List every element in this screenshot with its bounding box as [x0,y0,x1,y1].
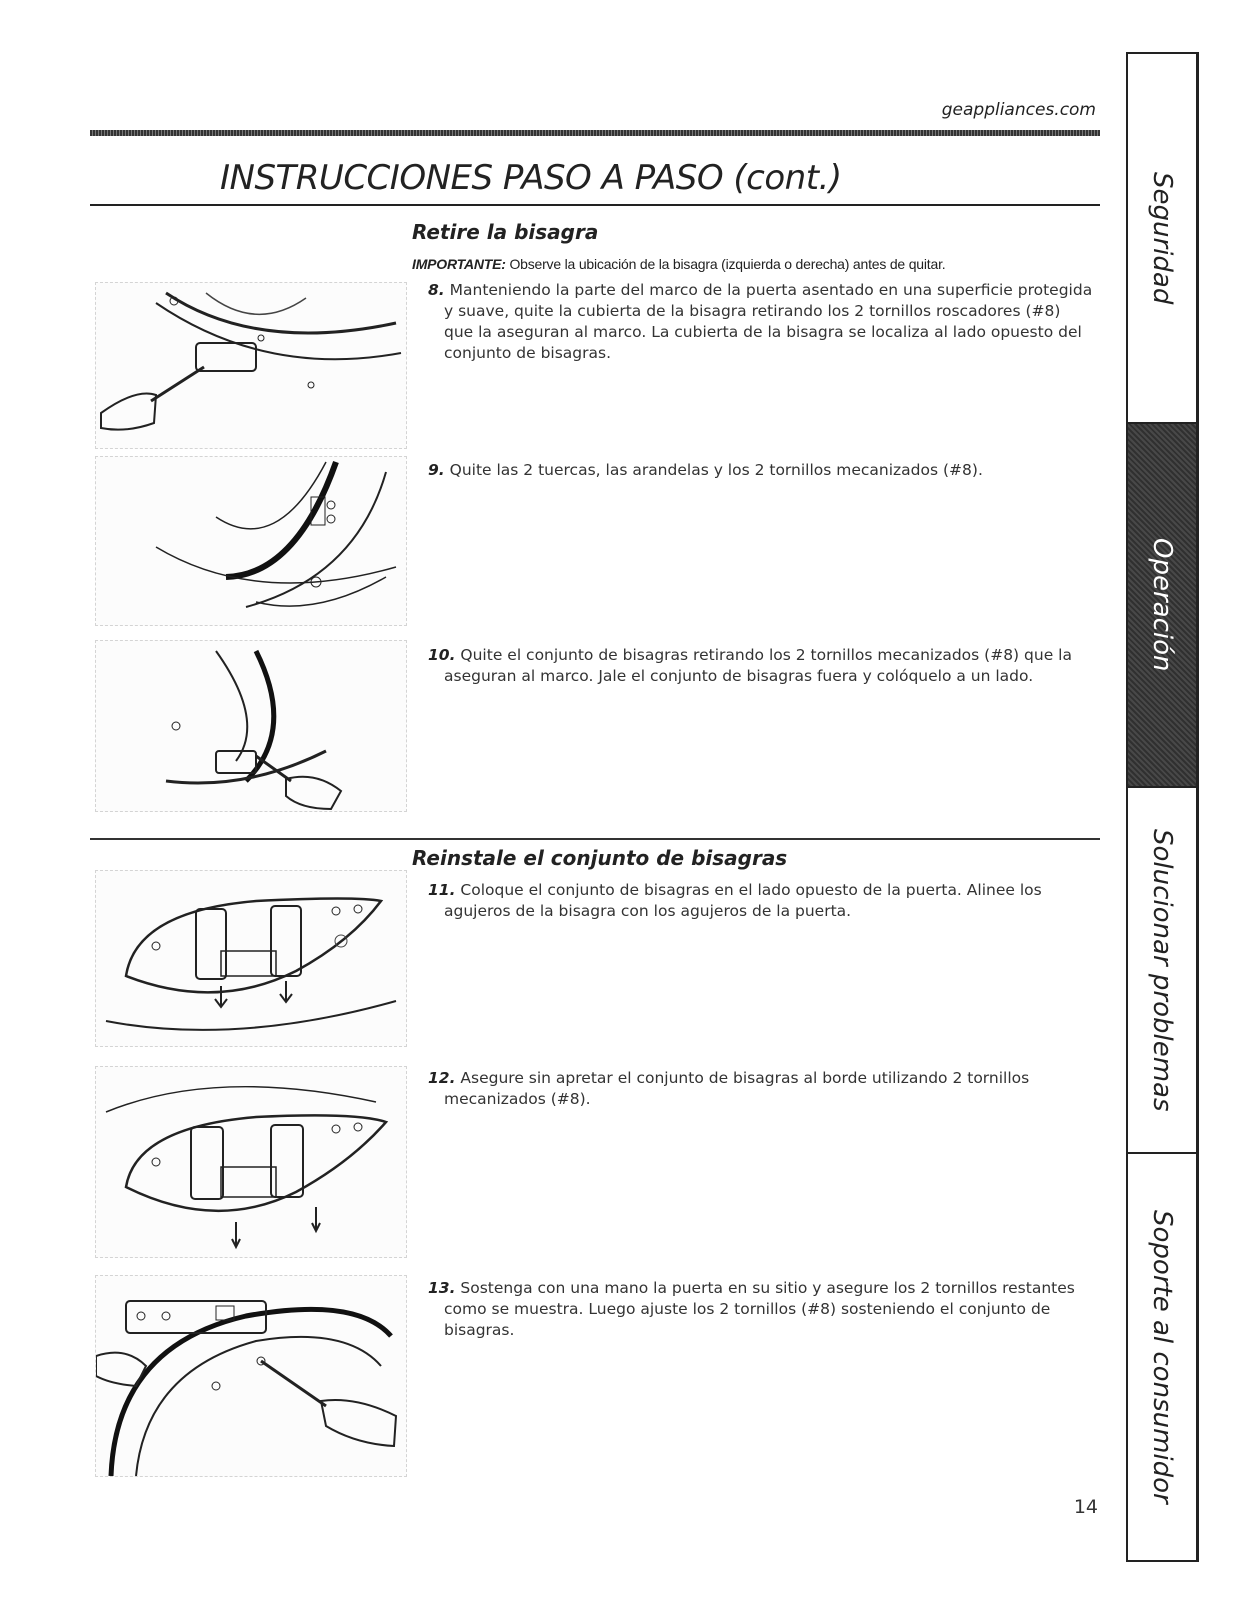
step-text: Sostenga con una mano la puerta en su sitio y asegure los 2 tornillos restantes como se muestra. Luego ajuste los 2 tornillos (#8) sosteniendo el conjunto de bisagras. [444,1279,1075,1339]
tighten-screws-illustration [96,1276,406,1476]
step-text: Asegure sin apretar el conjunto de bisagras al borde utilizando 2 tornillos mecanizados (#8). [444,1069,1030,1108]
step-number: 11. [428,881,456,899]
tab-label: Soporte al consumidor [1147,1210,1177,1504]
hinge-cover-illustration [96,283,406,448]
step-9 [428,460,1094,481]
section-title-reinstall-hinge: Reinstale el conjunto de bisagras [412,846,788,870]
header-rule [90,130,1100,136]
title-rule [90,204,1100,206]
page-number: 14 [1073,1496,1098,1518]
step-number: 10. [428,646,456,664]
step-text: Manteniendo la parte del marco de la puerta asentado en una superficie protegida y suave, quite la cubierta de la bisagra retirando los 2 tornillos roscadores (#8) que la aseguran al marco. La cubierta de la bisagra se localiza al lado opuesto del conjunto de bisagras. [444,281,1093,362]
figure-tighten-screws [95,1275,407,1477]
tab-label: Operación [1147,538,1177,672]
hinge-assembly-removal-illustration [96,641,406,811]
figure-remove-hinge-assembly [95,640,407,812]
hinge-positioning-illustration [96,871,406,1046]
step-number: 13. [428,1279,456,1297]
figure-remove-nuts [95,456,407,626]
figure-secure-hinge [95,1066,407,1258]
tab-solucionar-problemas[interactable] [1128,788,1196,1154]
step-12 [428,1068,1094,1110]
tab-soporte-al-consumidor[interactable] [1128,1154,1196,1560]
section-divider [90,838,1100,840]
step-text: Quite las 2 tuercas, las arandelas y los 2 tornillos mecanizados (#8). [449,461,983,479]
site-url: geappliances.com [941,100,1096,120]
step-13 [428,1278,1094,1341]
figure-remove-hinge-cover [95,282,407,449]
nuts-washers-illustration [96,457,406,625]
step-8 [428,280,1094,364]
important-text: Observe la ubicación de la bisagra (izquierda o derecha) antes de quitar. [509,256,946,272]
page-title: INSTRUCCIONES PASO A PASO (cont.) [220,158,842,198]
step-text: Coloque el conjunto de bisagras en el lado opuesto de la puerta. Alinee los agujeros de la bisagra con los agujeros de la puerta. [444,881,1042,920]
step-number: 12. [428,1069,456,1087]
tab-label: Solucionar problemas [1147,828,1177,1112]
step-10 [428,645,1094,687]
tab-label: Seguridad [1147,171,1177,305]
important-note [412,256,1092,272]
tab-seguridad[interactable] [1128,54,1196,424]
figure-position-hinge [95,870,407,1047]
section-tabs [1126,52,1199,1562]
tab-operacion[interactable] [1128,424,1196,788]
step-number: 8. [428,281,445,299]
hinge-securing-illustration [96,1067,406,1257]
step-number: 9. [428,461,445,479]
section-title-remove-hinge: Retire la bisagra [412,220,599,244]
step-text: Quite el conjunto de bisagras retirando los 2 tornillos mecanizados (#8) que la aseguran al marco. Jale el conjunto de bisagras fuera y colóquelo a un lado. [444,646,1072,685]
important-label: IMPORTANTE: [412,256,506,272]
step-11 [428,880,1094,922]
